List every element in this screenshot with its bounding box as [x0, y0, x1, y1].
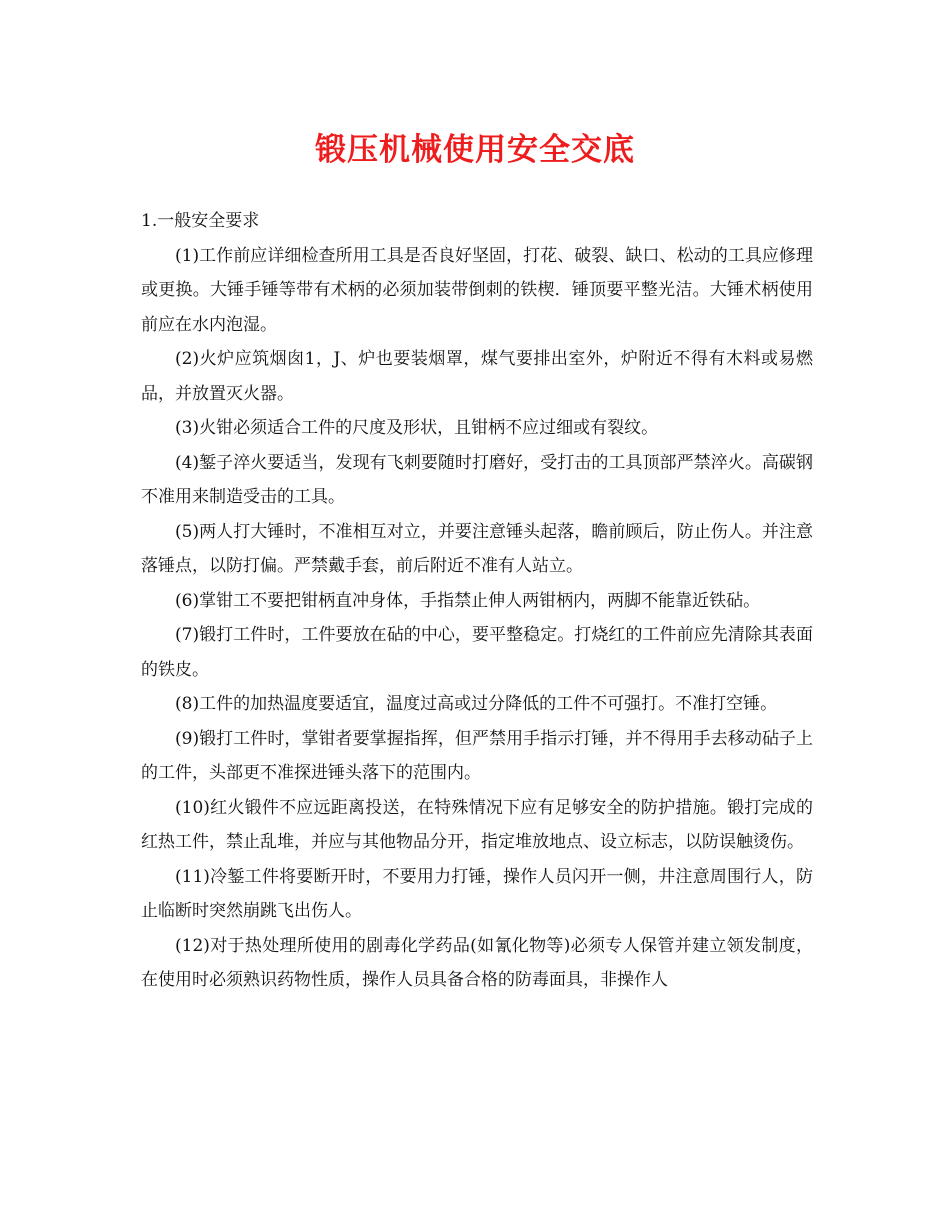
paragraph-7: (7)锻打工件时，工件要放在砧的中心，要平整稳定。打烧红的工件前应先清除其表面的铁皮。: [141, 625, 813, 680]
paragraph-8: (8)工件的加热温度要适宜，温度过高或过分降低的工件不可强打。不准打空锤。: [175, 694, 778, 714]
paragraph-11: (11)冷錾工件将要断开时，不要用力打锤，操作人员闪开一侧，井注意周围行人，防止临断时突然崩跳飞出伤人。: [141, 866, 813, 921]
document-body: [141, 204, 813, 998]
paragraph-3: (3)火钳必须适合工件的尺度及形状，且钳柄不应过细或有裂纹。: [175, 418, 659, 438]
paragraph-12: (12)对于热处理所使用的剧毒化学药品(如氰化物等)必须专人保管并建立领发制度，在使用时必须熟识药物性质，操作人员具备合格的防毒面具，非操作人: [141, 935, 813, 990]
paragraph-10: (10)红火锻件不应远距离投送，在特殊情况下应有足够安全的防护措施。锻打完成的红热工件，禁止乱堆，并应与其他物品分开，指定堆放地点、设立标志，以防误触烫伤。: [141, 797, 813, 852]
document-title: 锻压机械使用安全交底: [315, 132, 635, 168]
section-heading: 1.一般安全要求: [141, 211, 260, 231]
paragraph-2: (2)火炉应筑烟囱1，J、炉也要装烟罩，煤气要排出室外，炉附近不得有木料或易燃品，并放置灭火器。: [141, 349, 813, 404]
paragraph-9: (9)锻打工件时，掌钳者要掌握指挥，但严禁用手指示打锤，并不得用手去移动砧子上的工件，头部更不准探进锤头落下的范围内。: [141, 728, 813, 783]
paragraph-6: (6)掌钳工不要把钳柄直冲身体，手指禁止伸人两钳柄内，两脚不能靠近铁砧。: [175, 590, 761, 611]
paragraph-5: (5)两人打大锤时，不准相互对立，并要注意锤头起落，瞻前顾后，防止伤人。并注意落锤点，以防打偏。严禁戴手套，前后附近不准有人站立。: [141, 521, 813, 576]
paragraph-4: (4)錾子淬火要适当，发现有飞刺要随时打磨好，受打击的工具顶部严禁淬火。高碳钢不准用来制造受击的工具。: [141, 452, 813, 507]
paragraph-1: (1)工作前应详细检查所用工具是否良好坚固，打花、破裂、缺口、松动的工具应修理或更换。大锤手锤等带有术柄的必须加装带倒刺的铁楔．锤顶要平整光洁。大锤术柄使用前应在水内泡湿。: [141, 245, 813, 335]
